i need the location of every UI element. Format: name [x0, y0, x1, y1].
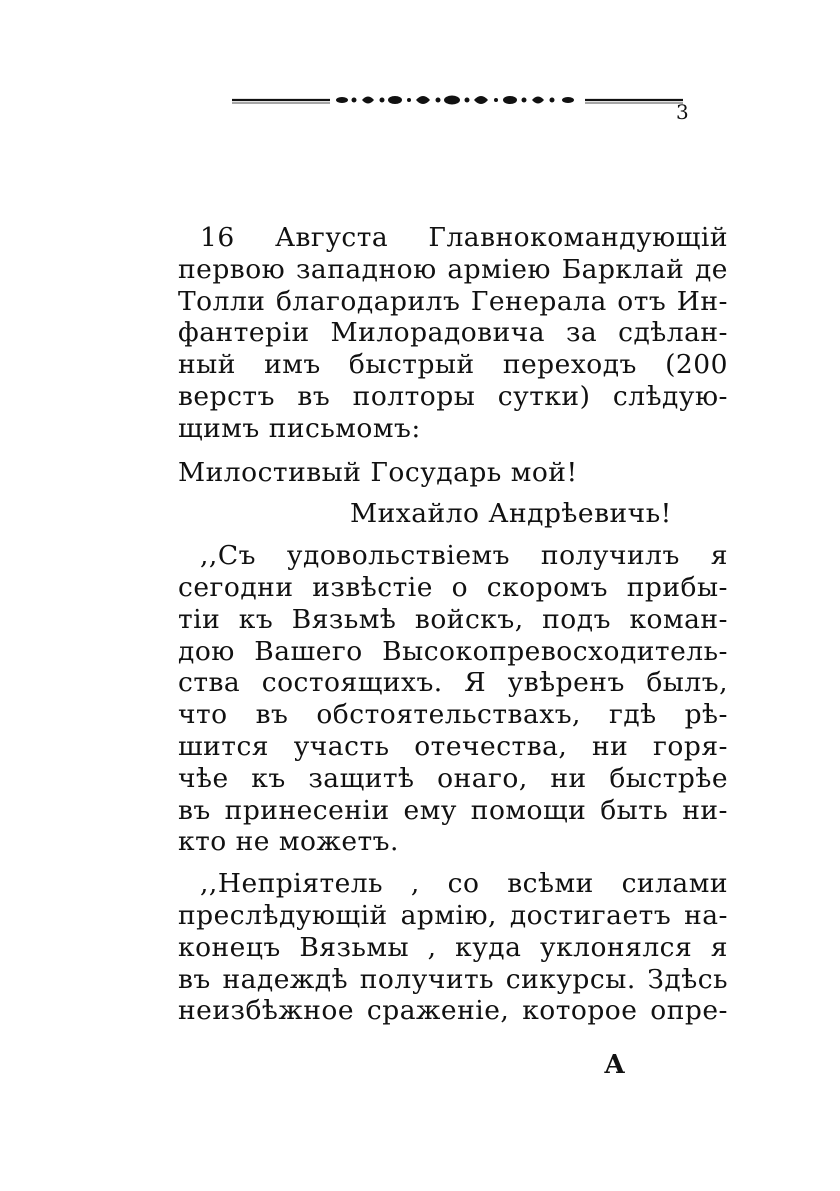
header-ornament	[230, 88, 685, 112]
text-line: фантеріи Милорадовича за сдѣлан-	[178, 317, 728, 349]
text-line: чѣе къ защитѣ онаго, ни быстрѣе	[178, 762, 728, 794]
text-line: тіи къ Вязьмѣ войскъ, подъ коман-	[178, 603, 728, 635]
letter-paragraph-2	[178, 868, 728, 1027]
letter-salutation: Милостивый Государь мой!	[178, 456, 578, 488]
catchword: А	[604, 1050, 626, 1080]
text-line: шится участь отечества, ни горя-	[178, 730, 728, 762]
text-line: Толли благодарилъ Генерала отъ Ин-	[178, 285, 728, 317]
text-line: дою Вашего Высокопревосходитель-	[178, 635, 728, 667]
text-line: неизбѣжное сраженіе, которое опре-	[178, 995, 728, 1027]
text-line: первою западною арміею Барклай де	[178, 253, 728, 285]
text-line: преслѣдующій армію, достигаетъ на-	[178, 899, 728, 931]
text-line: сегодни извѣстіе о скоромъ прибы-	[178, 571, 728, 603]
intro-paragraph	[178, 222, 728, 445]
text-line: ства состоящихъ. Я увѣренъ былъ,	[178, 667, 728, 699]
text-line: конецъ Вязьмы , куда уклонялся я	[178, 931, 728, 963]
text-line: ,,Непріятель , со всѣми силами	[200, 868, 728, 900]
letter-paragraph-1	[178, 540, 728, 858]
text-line: ный имъ быстрый переходъ (200	[178, 349, 728, 381]
text-line: что въ обстоятельствахъ, гдѣ рѣ-	[178, 699, 728, 731]
page-number: 3	[676, 100, 689, 124]
letter-addressee: Михайло Андрѣевичь!	[350, 498, 672, 530]
text-line: кто не можетъ.	[178, 826, 399, 858]
text-line: щимъ письмомъ:	[178, 412, 421, 444]
text-line: верстъ въ полторы сутки) слѣдую-	[178, 380, 728, 412]
text-line: 16 Августа Главнокомандующій	[200, 222, 728, 253]
text-line: въ надеждѣ получить сикурсы. Здѣсь	[178, 963, 728, 995]
text-line: въ принесеніи ему помощи быть ни-	[178, 794, 728, 826]
text-line: ,,Съ удовольствіемъ получилъ я	[200, 540, 728, 572]
page-body	[178, 222, 728, 1027]
